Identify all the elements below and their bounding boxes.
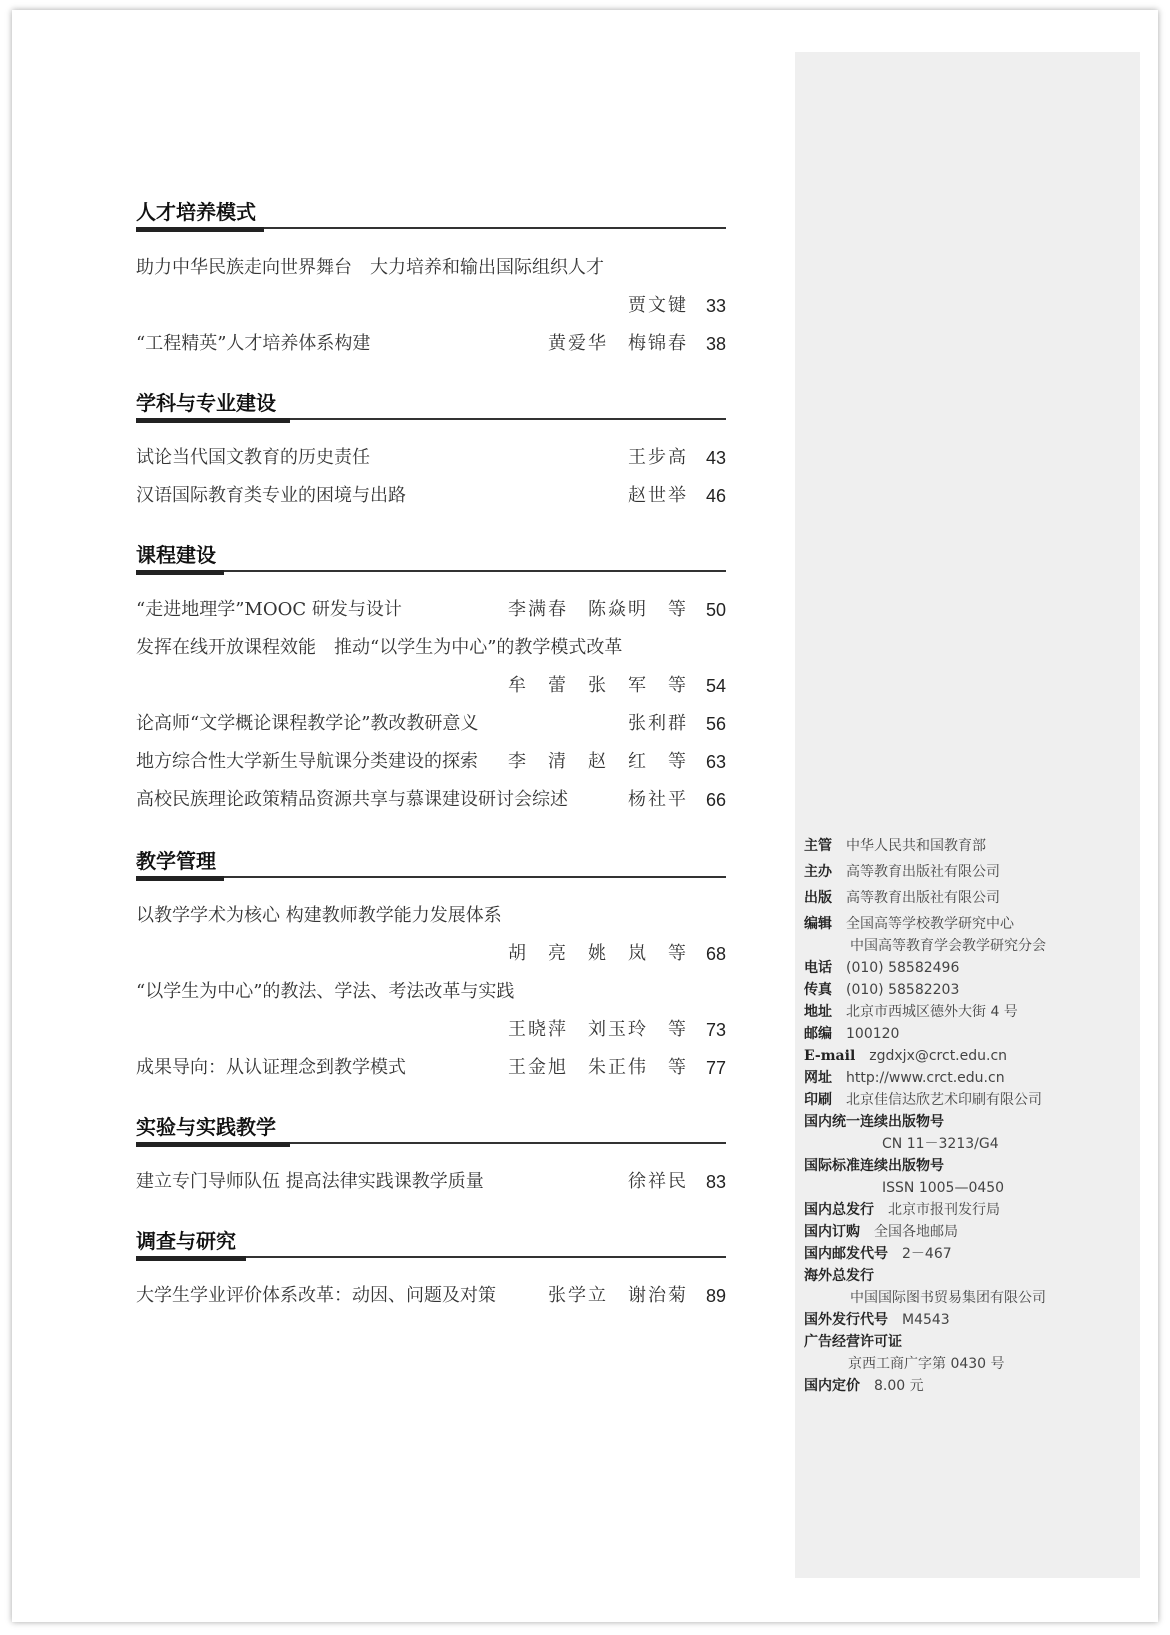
info-label: 海外总发行 — [804, 1268, 874, 1284]
entry-title: 大学生学业评价体系改革：动因、问题及对策 — [136, 1285, 496, 1306]
entry-title: 高校民族理论政策精品资源共享与慕课建设研讨会综述 — [136, 789, 568, 810]
info-label: 国际标准连续出版物号 — [804, 1158, 944, 1174]
info-value: M4543 — [902, 1312, 950, 1328]
info-label: 电话 — [804, 960, 832, 976]
info-label: 地址 — [804, 1004, 832, 1020]
entry-title: 助力中华民族走向世界舞台 大力培养和输出国际组织人才 — [136, 257, 604, 278]
info-value: 高等教育出版社有限公司 — [846, 864, 1000, 880]
entry-title: 以教学学术为核心 构建教师教学能力发展体系 — [136, 905, 502, 926]
info-value: 中国高等教育学会教学研究分会 — [850, 938, 1046, 954]
info-value: 2－467 — [902, 1246, 952, 1262]
section-title: 人才培养模式 — [136, 200, 256, 224]
info-label: 印刷 — [804, 1092, 832, 1108]
entry-authors: 张学立 谢治菊 — [548, 1285, 688, 1306]
toc-entry[interactable] — [136, 1168, 726, 1196]
toc-entry[interactable] — [136, 482, 726, 510]
entry-authors: 李满春 陈焱明 等 — [508, 599, 688, 620]
toc-entry[interactable] — [136, 1054, 726, 1082]
info-label: E-mail — [804, 1048, 856, 1064]
page-sheet — [12, 10, 1158, 1622]
info-value[interactable]: http://www.crct.edu.cn — [846, 1070, 1005, 1086]
info-value: 中国国际图书贸易集团有限公司 — [850, 1290, 1046, 1306]
entry-page: 63 — [705, 752, 726, 772]
info-value: ISSN 1005—0450 — [882, 1180, 1005, 1196]
section-rule — [136, 418, 726, 424]
entry-authors: 杨社平 — [628, 789, 688, 810]
section-experiment-practice — [136, 1112, 726, 1148]
info-label: 网址 — [804, 1070, 832, 1086]
info-value[interactable]: zgdxjx@crct.edu.cn — [869, 1048, 1008, 1064]
entry-page: 77 — [705, 1058, 726, 1078]
info-label: 出版 — [804, 890, 832, 906]
toc-entry[interactable] — [136, 748, 726, 776]
entry-title: 建立专门导师队伍 提高法律实践课教学质量 — [136, 1171, 484, 1192]
entry-title: “工程精英”人才培养体系构建 — [136, 333, 371, 354]
entry-authors: 贾文键 — [628, 295, 688, 316]
entry-authors: 黄爱华 梅锦春 — [548, 333, 688, 354]
toc-entry[interactable] — [136, 596, 726, 624]
info-value: 京西工商广字第 0430 号 — [848, 1356, 1005, 1372]
toc-entry[interactable] — [136, 1282, 726, 1310]
entry-page: 89 — [705, 1286, 726, 1306]
info-value: (010) 58582496 — [846, 960, 960, 976]
entry-authors: 徐祥民 — [628, 1171, 688, 1192]
section-title: 调查与研究 — [136, 1229, 236, 1253]
entry-authors: 张利群 — [628, 713, 688, 734]
info-value: 北京佳信达欣艺术印刷有限公司 — [846, 1092, 1042, 1108]
entry-page: 38 — [705, 334, 726, 354]
toc-entry[interactable] — [136, 292, 726, 320]
info-label: 广告经营许可证 — [804, 1334, 902, 1350]
info-label: 编辑 — [804, 916, 832, 932]
info-value: 北京市报刊发行局 — [888, 1202, 1000, 1218]
section-survey-research — [136, 1226, 726, 1262]
entry-page: 33 — [705, 296, 726, 316]
info-value: (010) 58582203 — [846, 982, 960, 998]
info-value: 100120 — [846, 1026, 900, 1042]
info-value: 中华人民共和国教育部 — [846, 838, 986, 854]
entry-page: 50 — [705, 600, 726, 620]
toc-entry[interactable] — [136, 710, 726, 738]
entry-page: 46 — [705, 486, 726, 506]
toc-entry[interactable] — [136, 1016, 726, 1044]
toc-entry[interactable] — [136, 634, 726, 662]
toc-entry[interactable] — [136, 254, 726, 282]
section-rule — [136, 227, 726, 233]
entry-page: 43 — [705, 448, 726, 468]
info-value: CN 11－3213/G4 — [882, 1136, 999, 1152]
toc-entry[interactable] — [136, 940, 726, 968]
toc-entry[interactable] — [136, 978, 726, 1006]
entry-authors: 王晓萍 刘玉玲 等 — [508, 1019, 688, 1040]
info-label: 传真 — [804, 982, 832, 998]
info-label: 国内邮发代号 — [804, 1246, 888, 1262]
info-label: 邮编 — [804, 1026, 832, 1042]
entry-page: 54 — [705, 676, 726, 696]
entry-title: 地方综合性大学新生导航课分类建设的探索 — [136, 751, 478, 772]
info-value: 高等教育出版社有限公司 — [846, 890, 1000, 906]
section-title: 实验与实践教学 — [136, 1115, 276, 1139]
entry-authors: 王步高 — [628, 447, 688, 468]
info-label: 国内定价 — [804, 1378, 860, 1394]
entry-authors: 赵世举 — [628, 485, 688, 506]
section-title: 课程建设 — [136, 543, 216, 567]
section-course-building — [136, 540, 726, 576]
section-title: 教学管理 — [136, 849, 216, 873]
info-value: 8.00 元 — [874, 1378, 924, 1394]
entry-title: 论高师“文学概论课程教学论”教改教研意义 — [136, 713, 479, 734]
entry-page: 68 — [705, 944, 726, 964]
toc-entry[interactable] — [136, 786, 726, 814]
entry-page: 66 — [705, 790, 726, 810]
entry-title: 试论当代国文教育的历史责任 — [136, 447, 370, 468]
section-title: 学科与专业建设 — [136, 391, 276, 415]
info-label: 国外发行代号 — [804, 1312, 888, 1328]
info-value: 北京市西城区德外大街 4 号 — [846, 1004, 1018, 1020]
entry-authors: 牟 蕾 张 军 等 — [508, 675, 688, 696]
entry-authors: 胡 亮 姚 岚 等 — [508, 943, 688, 964]
section-rule — [136, 1142, 726, 1148]
entry-page: 83 — [705, 1172, 726, 1192]
section-rule — [136, 1256, 726, 1262]
section-discipline-building — [136, 388, 726, 424]
entry-page: 56 — [705, 714, 726, 734]
entry-authors: 王金旭 朱正伟 等 — [508, 1057, 688, 1078]
info-label: 国内订购 — [804, 1224, 860, 1240]
info-value: 全国高等学校教学研究中心 — [846, 916, 1014, 932]
entry-title: “以学生为中心”的教法、学法、考法改革与实践 — [136, 981, 515, 1002]
toc-entry[interactable] — [136, 330, 726, 358]
section-rule — [136, 570, 726, 576]
info-label: 主办 — [804, 864, 832, 880]
info-label: 国内总发行 — [804, 1202, 874, 1218]
entry-title: 发挥在线开放课程效能 推动“以学生为中心”的教学模式改革 — [136, 637, 623, 658]
info-value: 全国各地邮局 — [874, 1224, 958, 1240]
info-label: 国内统一连续出版物号 — [804, 1114, 944, 1130]
entry-page: 73 — [705, 1020, 726, 1040]
toc-entry[interactable] — [136, 444, 726, 472]
entry-title: 汉语国际教育类专业的困境与出路 — [136, 485, 406, 506]
info-label: 主管 — [804, 838, 832, 854]
section-rule — [136, 876, 726, 882]
toc-entry[interactable] — [136, 902, 726, 930]
section-teaching-management — [136, 846, 726, 882]
entry-authors: 李 清 赵 红 等 — [508, 751, 688, 772]
toc-entry[interactable] — [136, 672, 726, 700]
entry-title: 成果导向：从认证理念到教学模式 — [136, 1057, 406, 1078]
entry-title: “走进地理学”MOOC 研发与设计 — [136, 599, 402, 620]
section-talent-cultivation — [136, 197, 726, 233]
